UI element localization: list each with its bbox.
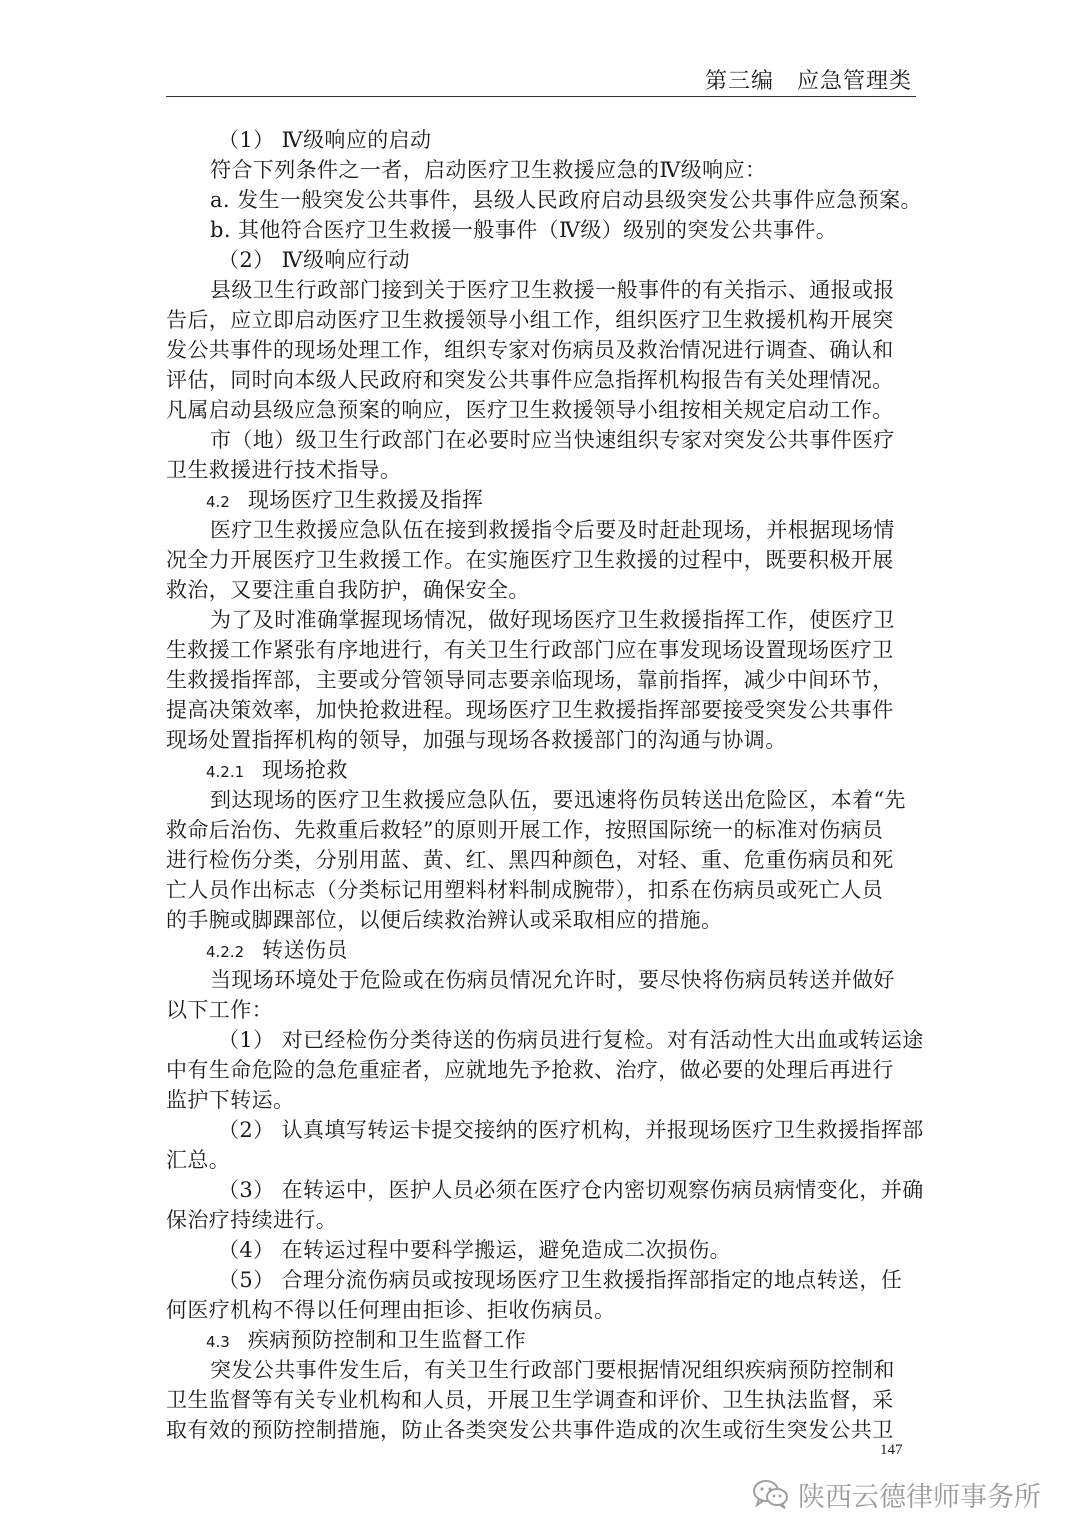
paragraph-line: 中有生命危险的急危重症者，应就地先予抢救、治疗，做必要的处理后再进行 (166, 1058, 894, 1082)
header-title: 第三编 应急管理类 (704, 69, 912, 94)
paragraph-line: 保治疗持续进行。 (166, 1208, 338, 1232)
paragraph-line: 现场处置指挥机构的领导，加强与现场各救援部门的沟通与协调。 (166, 728, 787, 752)
section-title: 现场抢救 (262, 758, 348, 782)
section-heading-4-2 (206, 486, 483, 516)
section-number: 4.3 (206, 1333, 230, 1351)
section-title: 疾病预防控制和卫生监督工作 (247, 1328, 527, 1352)
paragraph-line: 县级卫生行政部门接到关于医疗卫生救援一般事件的有关指示、通报或报 (210, 278, 895, 302)
list-item: b. 其他符合医疗卫生救援一般事件（Ⅳ级）级别的突发公共事件。 (210, 218, 838, 242)
watermark (752, 1474, 1041, 1514)
paragraph-line: 亡人员作出标志（分类标记用塑料材料制成腕带），扣系在伤病员或死亡人员 (166, 878, 884, 902)
list-item: （4） 在转运过程中要科学搬运，避免造成二次损伤。 (218, 1238, 732, 1262)
list-item: （3） 在转运中，医护人员必须在医疗仓内密切观察伤病员病情变化，并确 (218, 1178, 924, 1202)
paragraph-line: 进行检伤分类，分别用蓝、黄、红、黑四种颜色，对轻、重、危重伤病员和死 (166, 848, 894, 872)
paragraph-line: 评估，同时向本级人民政府和突发公共事件应急指挥机构报告有关处理情况。 (166, 368, 894, 392)
section-title: 现场医疗卫生救援及指挥 (247, 488, 484, 512)
paragraph-line: 救命后治伤、先救重后救轻”的原则开展工作，按照国际统一的标准对伤病员 (166, 818, 884, 842)
paragraph-line: 况全力开展医疗卫生救援工作。在实施医疗卫生救援的过程中，既要积极开展 (166, 548, 894, 572)
paragraph-line: 的手腕或脚踝部位，以便后续救治辨认或采取相应的措施。 (166, 908, 723, 932)
paragraph-line: 突发公共事件发生后，有关卫生行政部门要根据情况组织疾病预防控制和 (210, 1358, 895, 1382)
paragraph-line: 监护下转运。 (166, 1088, 295, 1112)
page-number: 147 (880, 1442, 903, 1458)
item-heading: （2） Ⅳ级响应行动 (218, 248, 411, 272)
section-heading-4-3 (206, 1326, 526, 1356)
watermark-text: 陕西云德律师事务所 (798, 1481, 1041, 1513)
wechat-icon (752, 1478, 790, 1510)
section-number: 4.2 (206, 493, 230, 511)
paragraph-line: 为了及时准确掌握现场情况，做好现场医疗卫生救援指挥工作，使医疗卫 (210, 608, 895, 632)
section-number: 4.2.1 (206, 763, 245, 781)
paragraph-line: 当现场环境处于危险或在伤病员情况允许时，要尽快将伤病员转送并做好 (210, 968, 895, 992)
paragraph-line: 提高决策效率，加快抢救进程。现场医疗卫生救援指挥部要接受突发公共事件 (166, 698, 894, 722)
paragraph-line: 生救援工作紧张有序地进行，有关卫生行政部门应在事发现场设置现场医疗卫 (166, 638, 894, 662)
paragraph-line: 汇总。 (166, 1148, 231, 1172)
paragraph-line: 取有效的预防控制措施，防止各类突发公共事件造成的次生或衍生突发公共卫 (166, 1418, 894, 1442)
paragraph-line: 生救援指挥部，主要或分管领导同志要亲临现场，靠前指挥，减少中间环节， (166, 668, 894, 692)
paragraph-line: 发公共事件的现场处理工作，组织专家对伤病员及救治情况进行调查、确认和 (166, 338, 894, 362)
paragraph-line: 符合下列条件之一者，启动医疗卫生救援应急的Ⅳ级响应： (210, 158, 767, 182)
paragraph-line: 告后，应立即启动医疗卫生救援领导小组工作，组织医疗卫生救援机构开展突 (166, 308, 894, 332)
list-item: （5） 合理分流伤病员或按现场医疗卫生救援指挥部指定的地点转送，任 (218, 1268, 903, 1292)
paragraph-line: 到达现场的医疗卫生救援应急队伍，要迅速将伤员转送出危险区，本着“先 (210, 788, 906, 812)
paragraph-line: 市（地）级卫生行政部门在必要时应当快速组织专家对突发公共事件医疗 (210, 428, 895, 452)
section-number: 4.2.2 (206, 943, 245, 961)
paragraph-line: 以下工作： (166, 998, 273, 1022)
list-item: （1） 对已经检伤分类待送的伤病员进行复检。对有活动性大出血或转运途 (218, 1028, 924, 1052)
paragraph-line: 救治，又要注重自我防护，确保安全。 (166, 578, 530, 602)
paragraph-line: 医疗卫生救援应急队伍在接到救援指令后要及时赶赴现场，并根据现场情 (210, 518, 895, 542)
paragraph-line: 卫生救援进行技术指导。 (166, 458, 402, 482)
paragraph-line: 何医疗机构不得以任何理由拒诊、拒收伤病员。 (166, 1298, 616, 1322)
paragraph-line: 卫生监督等有关专业机构和人员，开展卫生学调查和评价、卫生执法监督，采 (166, 1388, 894, 1412)
item-heading: （1） Ⅳ级响应的启动 (218, 128, 432, 152)
page-header (166, 60, 916, 97)
section-heading-4-2-2 (206, 936, 348, 966)
list-item: a. 发生一般突发公共事件，县级人民政府启动县级突发公共事件应急预案。 (210, 188, 922, 212)
section-heading-4-2-1 (206, 756, 348, 786)
paragraph-line: 凡属启动县级应急预案的响应，医疗卫生救援领导小组按相关规定启动工作。 (166, 398, 894, 422)
section-title: 转送伤员 (262, 938, 348, 962)
list-item: （2） 认真填写转运卡提交接纳的医疗机构，并报现场医疗卫生救援指挥部 (218, 1118, 924, 1142)
